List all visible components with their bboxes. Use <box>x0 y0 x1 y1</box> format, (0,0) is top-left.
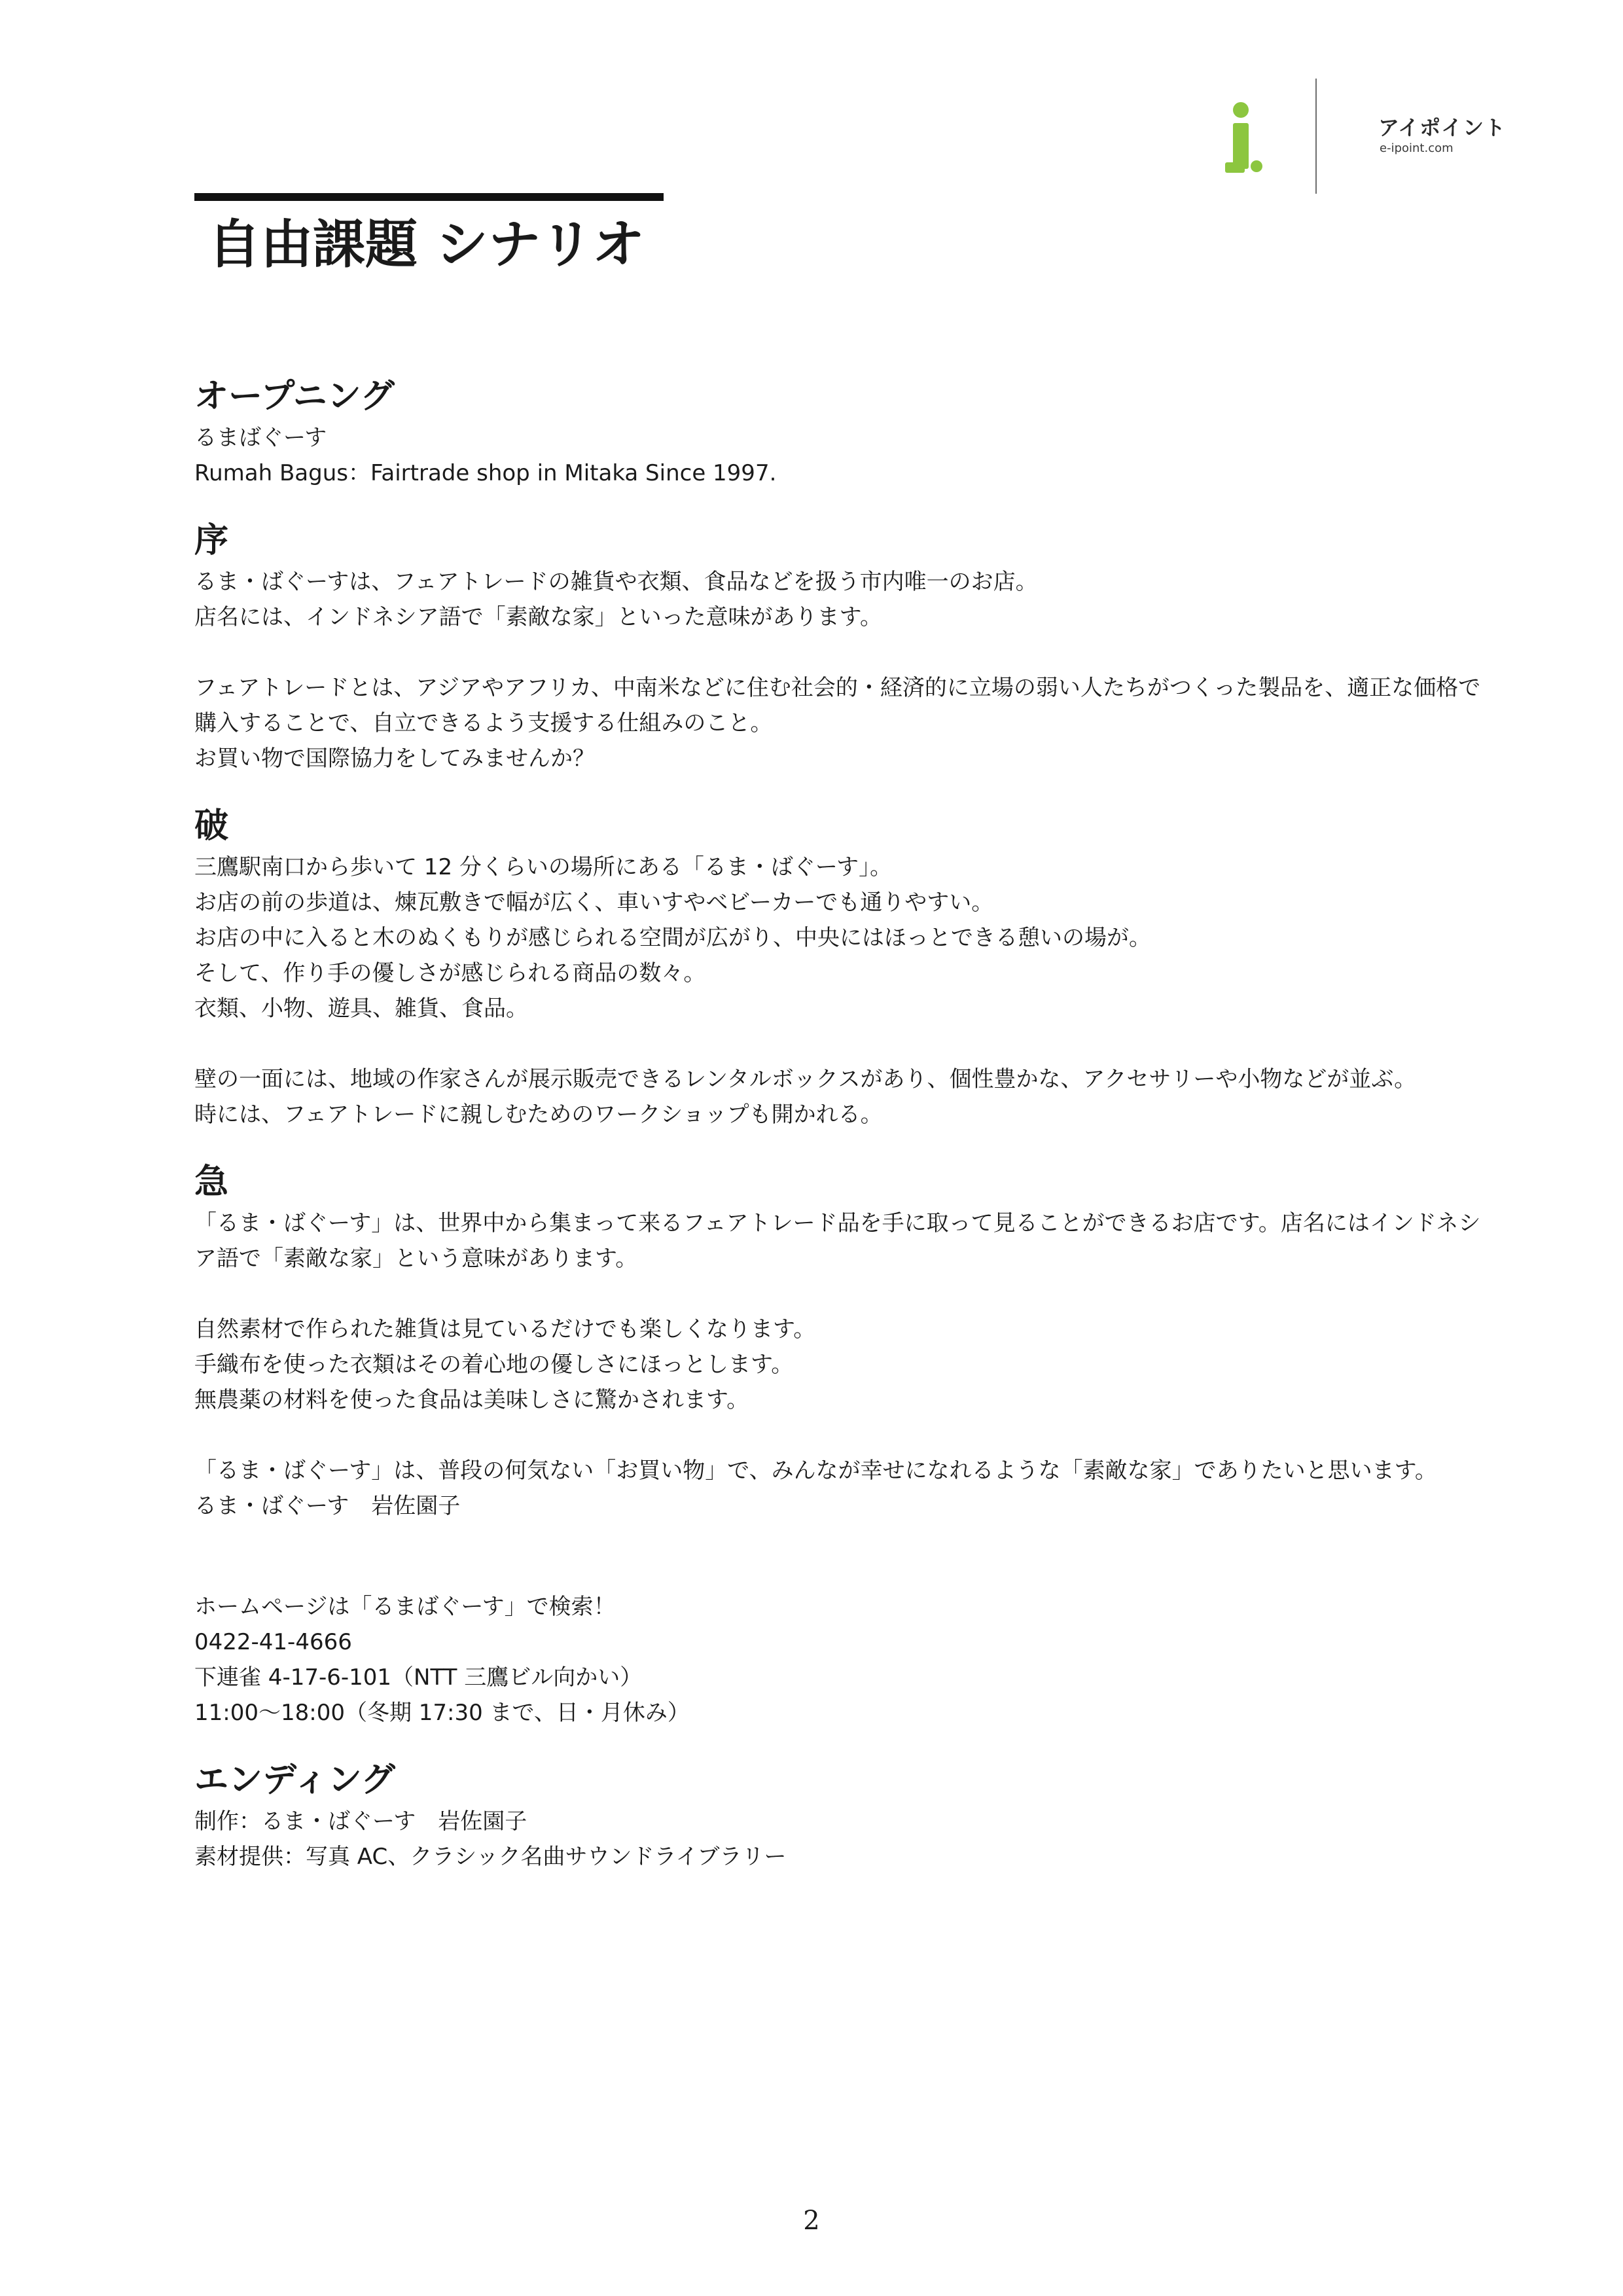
text-line: るまばぐーす <box>194 425 327 451</box>
brand-url: e-ipoint.com <box>1380 141 1454 155</box>
text-line: 「るま・ばぐーす」は、普段の何気ない「お買い物」で、みんなが幸せになれるような「素敵な家」でありたいと思います。 <box>194 1458 1437 1484</box>
homepage-line: ホームページは「るまばぐーす」で検索！ <box>194 1594 616 1620</box>
text-line: Rumah Bagus：Fairtrade shop in Mitaka Since 1997. <box>194 460 777 486</box>
text-line: お店の中に入ると木のぬくもりが感じられる空間が広がり、中央にはほっとできる憩いの場が。 <box>194 925 1151 951</box>
text-line: そして、作り手の優しさが感じられる商品の数々。 <box>194 960 706 986</box>
section-heading: オープニング <box>194 377 395 416</box>
text-line: 店名には、インドネシア語で「素敵な家」といった意味があります。 <box>194 604 882 630</box>
logo-divider <box>1315 79 1317 194</box>
text-line: 「るま・ばぐーす」は、世界中から集まって来るフェアトレード品を手に取って見ることができるお店です。店名にはインドネシ <box>194 1210 1481 1236</box>
section-heading: 序 <box>194 521 229 560</box>
brand-logo <box>1224 98 1507 196</box>
text-line: 自然素材で作られた雑貨は見ているだけでも楽しくなります。 <box>194 1316 816 1342</box>
text-line: フェアトレードとは、アジアやアフリカ、中南米などに住む社会的・経済的に立場の弱い人たちがつくった製品を、適正な価格で <box>194 675 1481 701</box>
section-opening <box>194 373 1490 491</box>
address: 下連雀 4-17-6-101（NTT 三鷹ビル向かい） <box>194 1664 643 1691</box>
credits-line: 制作：るま・ばぐーす 岩佐園子 <box>194 1808 527 1835</box>
ipoint-logo-icon <box>1224 102 1263 174</box>
title-rule <box>194 193 664 201</box>
signature-line: るま・ばぐーす 岩佐園子 <box>194 1493 461 1519</box>
brand-name: アイポイント <box>1378 115 1507 140</box>
text-line: 三鷹駅南口から歩いて 12 分くらいの場所にある「るま・ばぐーす」。 <box>194 854 893 880</box>
text-line: 手織布を使った衣類はその着心地の優しさにほっとします。 <box>194 1352 794 1378</box>
opening-hours: 11:00〜18:00（冬期 17:30 まで、日・月休み） <box>194 1700 690 1726</box>
section-heading: 急 <box>194 1162 229 1202</box>
page-number: 2 <box>803 2206 820 2236</box>
text-line: るま・ばぐーすは、フェアトレードの雑貨や衣類、食品などを扱う市内唯一のお店。 <box>194 569 1038 595</box>
text-line: お店の前の歩道は、煉瓦敷きで幅が広く、車いすやベビーカーでも通りやすい。 <box>194 889 994 916</box>
text-line: ア語で「素敵な家」という意味があります。 <box>194 1246 638 1272</box>
text-line: 衣類、小物、遊具、雑貨、食品。 <box>194 996 528 1022</box>
section-heading: 破 <box>194 806 229 846</box>
section-ha <box>194 802 1490 1132</box>
credits-line: 素材提供：写真 AC、クラシック名曲サウンドライブラリー <box>194 1844 787 1870</box>
text-line: 無農薬の材料を使った食品は美味しさに驚かされます。 <box>194 1387 749 1413</box>
section-jo <box>194 517 1490 776</box>
section-ending <box>194 1757 1490 1874</box>
section-heading: エンディング <box>194 1761 395 1800</box>
phone-number: 0422-41-4666 <box>194 1629 352 1655</box>
text-line: 購入することで、自立できるよう支援する仕組みのこと。 <box>194 710 773 736</box>
page-title: 自由課題 シナリオ <box>208 214 645 275</box>
section-kyu <box>194 1158 1490 1524</box>
text-line: 壁の一面には、地域の作家さんが展示販売できるレンタルボックスがあり、個性豊かな、アクセサリーや小物などが並ぶ。 <box>194 1066 1417 1092</box>
text-line: 時には、フェアトレードに親しむためのワークショップも開かれる。 <box>194 1102 883 1128</box>
text-line: お買い物で国際協力をしてみませんか？ <box>194 745 595 772</box>
section-contact <box>194 1589 1490 1731</box>
document-body <box>194 373 1490 1874</box>
